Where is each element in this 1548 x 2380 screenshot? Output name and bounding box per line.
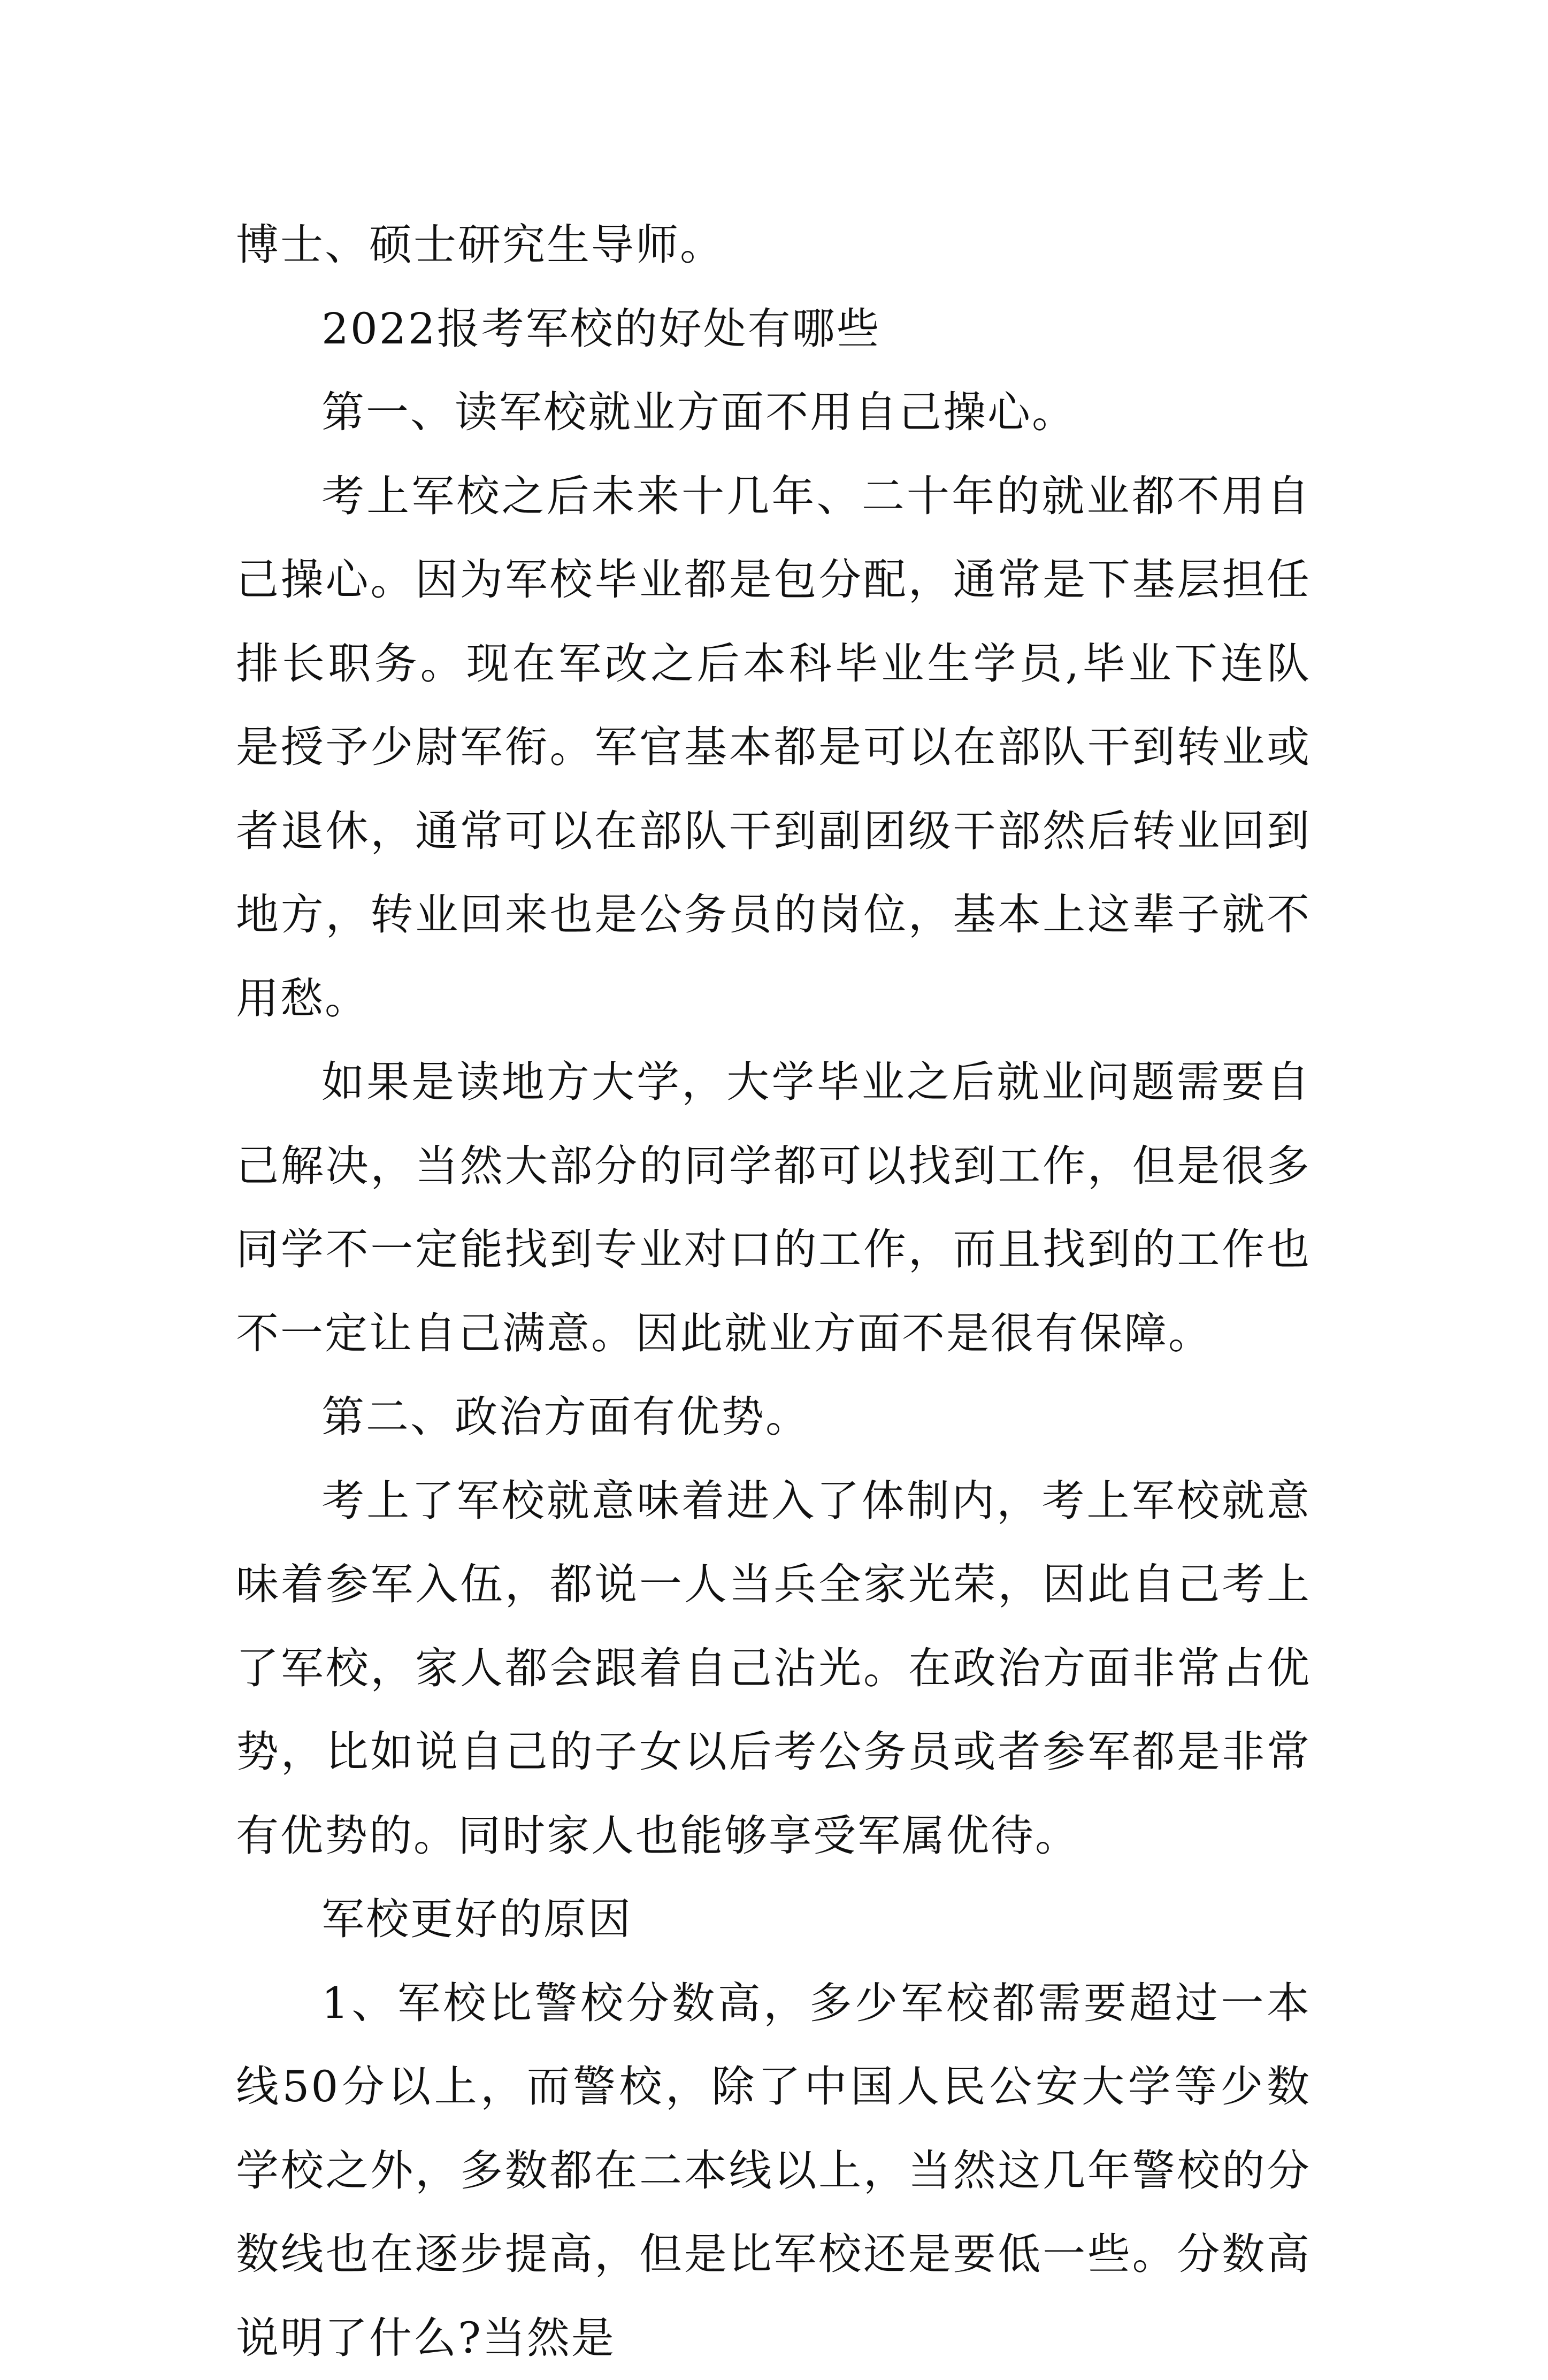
paragraph-reason-scores: 1、军校比警校分数高，多少军校都需要超过一本线50分以上，而警校，除了中国人民公安大学等少数学校之外，多数都在二本线以上，当然这几年警校的分数线也在逐步提高，但是比军校还是要低一些。分数高说明了什么?当然是 — [236, 1962, 1311, 2380]
section-heading-benefits: 2022报考军校的好处有哪些 — [236, 287, 1311, 371]
paragraph-political-details: 考上了军校就意味着进入了体制内，考上军校就意味着参军入伍，都说一人当兵全家光荣，因此自己考上了军校，家人都会跟着自己沾光。在政治方面非常占优势，比如说自己的子女以后考公务员或者参军都是非常有优势的。同时家人也能够享受军属优待。 — [236, 1459, 1311, 1878]
point-heading-political: 第二、政治方面有优势。 — [236, 1375, 1311, 1459]
document-body — [236, 203, 1311, 2380]
paragraph-civilian-university: 如果是读地方大学，大学毕业之后就业问题需要自己解决，当然大部分的同学都可以找到工作，但是很多同学不一定能找到专业对口的工作，而且找到的工作也不一定让自己满意。因此就业方面不是很有保障。 — [236, 1040, 1311, 1375]
paragraph-continuation: 博士、硕士研究生导师。 — [236, 203, 1311, 287]
point-heading-employment: 第一、读军校就业方面不用自己操心。 — [236, 371, 1311, 455]
paragraph-employment-details: 考上军校之后未来十几年、二十年的就业都不用自己操心。因为军校毕业都是包分配，通常是下基层担任排长职务。现在军改之后本科毕业生学员,毕业下连队是授予少尉军衔。军官基本都是可以在部队干到转业或者退休，通常可以在部队干到副团级干部然后转业回到地方，转业回来也是公务员的岗位，基本上这辈子就不用愁。 — [236, 455, 1311, 1041]
section-heading-reasons: 军校更好的原因 — [236, 1878, 1311, 1962]
